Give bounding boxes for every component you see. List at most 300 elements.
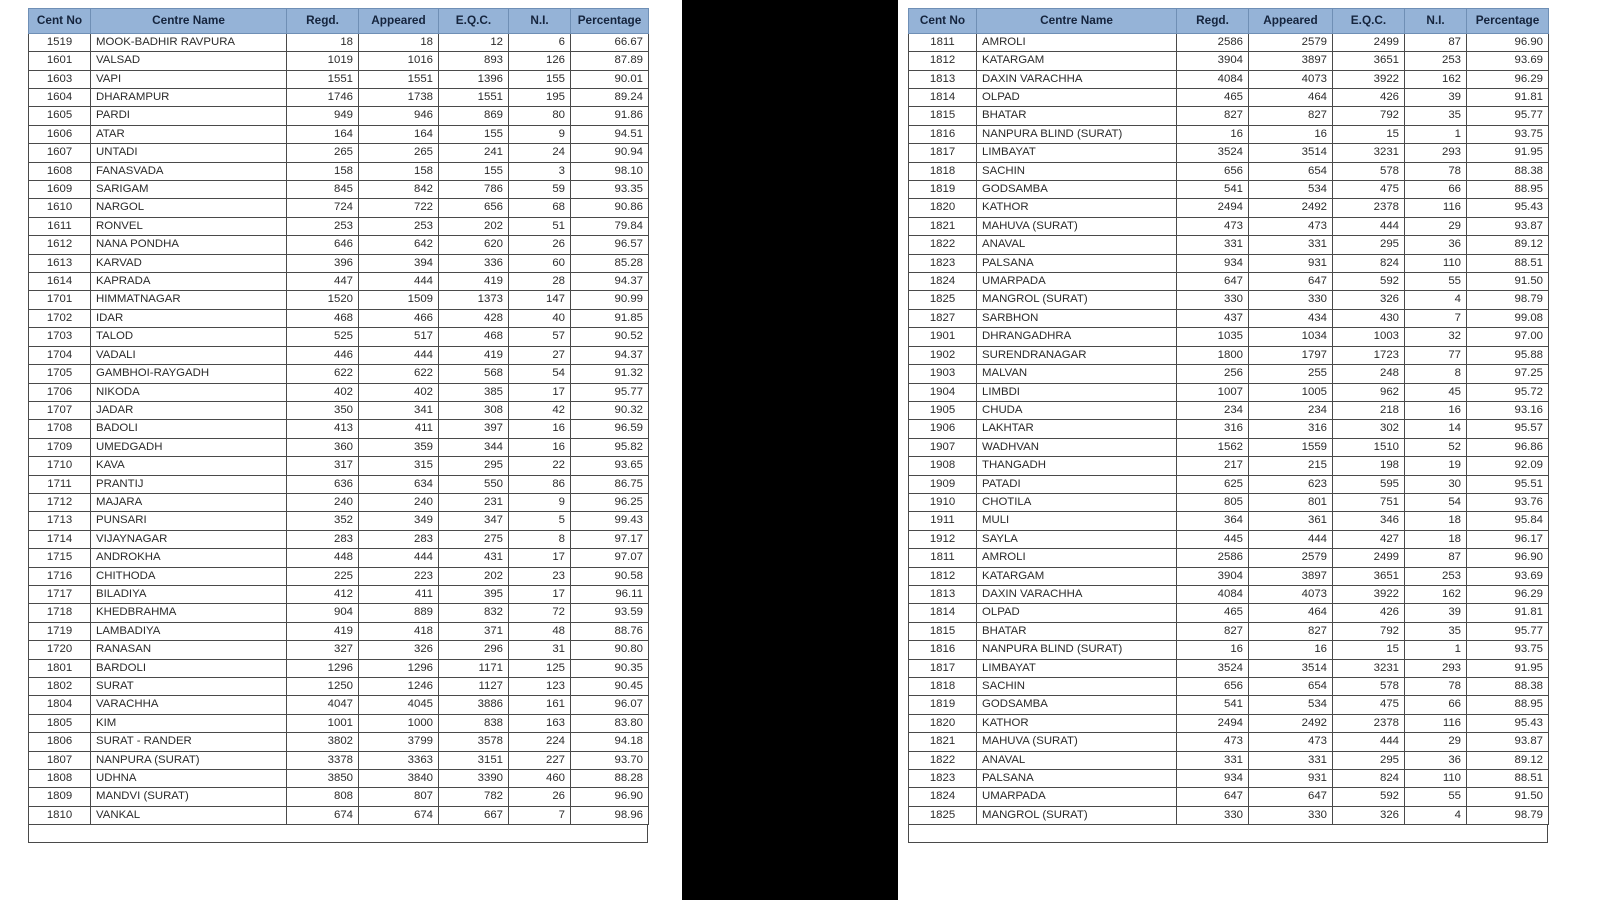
cell-ni: 110 xyxy=(1405,770,1467,788)
cell-cent-no: 1719 xyxy=(29,622,91,640)
cell-regd: 3850 xyxy=(287,770,359,788)
cell-appeared: 331 xyxy=(1249,751,1333,769)
cell-cent-no: 1908 xyxy=(909,457,977,475)
cell-eqc: 346 xyxy=(1333,512,1405,530)
cell-regd: 396 xyxy=(287,254,359,272)
cell-ni: 4 xyxy=(1405,806,1467,824)
cell-ni: 16 xyxy=(1405,401,1467,419)
cell-centre-name: NANPURA BLIND (SURAT) xyxy=(977,125,1177,143)
cell-regd: 2586 xyxy=(1177,549,1249,567)
table-row xyxy=(29,181,649,199)
cell-percentage: 90.99 xyxy=(571,291,649,309)
cell-cent-no: 1607 xyxy=(29,144,91,162)
cell-centre-name: ANAVAL xyxy=(977,236,1177,254)
cell-regd: 402 xyxy=(287,383,359,401)
cell-eqc: 3151 xyxy=(439,751,509,769)
cell-regd: 445 xyxy=(1177,530,1249,548)
column-header-centre-name: Centre Name xyxy=(91,9,287,34)
cell-eqc: 595 xyxy=(1333,475,1405,493)
table-row xyxy=(29,70,649,88)
cell-cent-no: 1810 xyxy=(29,806,91,824)
cell-centre-name: PARDI xyxy=(91,107,287,125)
cell-eqc: 751 xyxy=(1333,493,1405,511)
cell-regd: 1520 xyxy=(287,291,359,309)
cell-cent-no: 1613 xyxy=(29,254,91,272)
cell-percentage: 91.81 xyxy=(1467,604,1549,622)
cell-cent-no: 1702 xyxy=(29,309,91,327)
cell-eqc: 444 xyxy=(1333,733,1405,751)
cell-ni: 155 xyxy=(509,70,571,88)
cell-centre-name: BARDOLI xyxy=(91,659,287,677)
cell-eqc: 155 xyxy=(439,125,509,143)
table-row xyxy=(909,328,1549,346)
cell-appeared: 326 xyxy=(359,641,439,659)
cell-appeared: 255 xyxy=(1249,365,1333,383)
cell-ni: 54 xyxy=(509,365,571,383)
cell-appeared: 2492 xyxy=(1249,714,1333,732)
cell-percentage: 89.12 xyxy=(1467,236,1549,254)
cell-cent-no: 1709 xyxy=(29,438,91,456)
cell-eqc: 1510 xyxy=(1333,438,1405,456)
cell-regd: 656 xyxy=(1177,162,1249,180)
cell-appeared: 647 xyxy=(1249,788,1333,806)
cell-ni: 125 xyxy=(509,659,571,677)
cell-percentage: 91.86 xyxy=(571,107,649,125)
table-row xyxy=(909,346,1549,364)
cell-regd: 330 xyxy=(1177,806,1249,824)
cell-eqc: 275 xyxy=(439,530,509,548)
centre-results-table-left xyxy=(28,8,649,825)
cell-ni: 18 xyxy=(1405,512,1467,530)
cell-percentage: 88.51 xyxy=(1467,254,1549,272)
cell-eqc: 397 xyxy=(439,420,509,438)
cell-percentage: 97.17 xyxy=(571,530,649,548)
cell-eqc: 824 xyxy=(1333,254,1405,272)
cell-centre-name: SACHIN xyxy=(977,678,1177,696)
cell-appeared: 158 xyxy=(359,162,439,180)
table-row xyxy=(909,33,1549,51)
cell-cent-no: 1821 xyxy=(909,217,977,235)
cell-percentage: 88.38 xyxy=(1467,162,1549,180)
cell-eqc: 468 xyxy=(439,328,509,346)
cell-cent-no: 1708 xyxy=(29,420,91,438)
cell-ni: 39 xyxy=(1405,604,1467,622)
cell-appeared: 164 xyxy=(359,125,439,143)
cell-ni: 31 xyxy=(509,641,571,659)
cell-percentage: 88.76 xyxy=(571,622,649,640)
cell-centre-name: UMARPADA xyxy=(977,788,1177,806)
cell-percentage: 93.87 xyxy=(1467,733,1549,751)
cell-appeared: 647 xyxy=(1249,273,1333,291)
cell-ni: 87 xyxy=(1405,549,1467,567)
cell-ni: 36 xyxy=(1405,751,1467,769)
cell-percentage: 96.90 xyxy=(1467,33,1549,51)
cell-ni: 55 xyxy=(1405,273,1467,291)
table-row xyxy=(909,254,1549,272)
cell-cent-no: 1804 xyxy=(29,696,91,714)
cell-percentage: 95.72 xyxy=(1467,383,1549,401)
cell-centre-name: BHATAR xyxy=(977,107,1177,125)
cell-percentage: 96.25 xyxy=(571,493,649,511)
cell-ni: 6 xyxy=(509,33,571,51)
cell-cent-no: 1612 xyxy=(29,236,91,254)
cell-centre-name: LIMBAYAT xyxy=(977,659,1177,677)
cell-centre-name: FANASVADA xyxy=(91,162,287,180)
cell-cent-no: 1601 xyxy=(29,52,91,70)
cell-regd: 225 xyxy=(287,567,359,585)
cell-eqc: 3651 xyxy=(1333,52,1405,70)
cell-cent-no: 1821 xyxy=(909,733,977,751)
cell-cent-no: 1609 xyxy=(29,181,91,199)
table-row xyxy=(29,438,649,456)
table-row xyxy=(29,678,649,696)
cell-appeared: 223 xyxy=(359,567,439,585)
cell-ni: 9 xyxy=(509,125,571,143)
cell-centre-name: SURAT - RANDER xyxy=(91,733,287,751)
cell-appeared: 4073 xyxy=(1249,585,1333,603)
cell-percentage: 95.57 xyxy=(1467,420,1549,438)
table-row xyxy=(29,401,649,419)
centre-results-table-right xyxy=(908,8,1549,825)
cell-eqc: 1373 xyxy=(439,291,509,309)
cell-cent-no: 1718 xyxy=(29,604,91,622)
cell-percentage: 92.09 xyxy=(1467,457,1549,475)
cell-appeared: 1509 xyxy=(359,291,439,309)
cell-ni: 66 xyxy=(1405,181,1467,199)
cell-regd: 447 xyxy=(287,273,359,291)
cell-percentage: 93.69 xyxy=(1467,52,1549,70)
cell-ni: 126 xyxy=(509,52,571,70)
cell-percentage: 88.51 xyxy=(1467,770,1549,788)
table-row xyxy=(29,751,649,769)
cell-percentage: 86.75 xyxy=(571,475,649,493)
cell-centre-name: BILADIYA xyxy=(91,585,287,603)
cell-appeared: 807 xyxy=(359,788,439,806)
table-row xyxy=(29,567,649,585)
cell-appeared: 654 xyxy=(1249,678,1333,696)
table-row xyxy=(29,273,649,291)
cell-appeared: 466 xyxy=(359,309,439,327)
cell-cent-no: 1716 xyxy=(29,567,91,585)
cell-cent-no: 1817 xyxy=(909,659,977,677)
table-row xyxy=(909,512,1549,530)
column-header-cent-no: Cent No xyxy=(909,9,977,34)
cell-eqc: 295 xyxy=(439,457,509,475)
cell-eqc: 231 xyxy=(439,493,509,511)
cell-appeared: 473 xyxy=(1249,217,1333,235)
table-row xyxy=(29,328,649,346)
column-header-percentage: Percentage xyxy=(1467,9,1549,34)
cell-percentage: 93.35 xyxy=(571,181,649,199)
column-header-eqc: E.Q.C. xyxy=(1333,9,1405,34)
cell-appeared: 3514 xyxy=(1249,659,1333,677)
table-row xyxy=(29,420,649,438)
cell-appeared: 444 xyxy=(359,346,439,364)
table-row xyxy=(909,493,1549,511)
table-row xyxy=(29,254,649,272)
cell-regd: 934 xyxy=(1177,770,1249,788)
cell-cent-no: 1606 xyxy=(29,125,91,143)
cell-regd: 1250 xyxy=(287,678,359,696)
cell-eqc: 2378 xyxy=(1333,199,1405,217)
cell-cent-no: 1717 xyxy=(29,585,91,603)
cell-percentage: 89.24 xyxy=(571,89,649,107)
cell-regd: 419 xyxy=(287,622,359,640)
cell-regd: 473 xyxy=(1177,217,1249,235)
cell-regd: 647 xyxy=(1177,788,1249,806)
cell-cent-no: 1802 xyxy=(29,678,91,696)
cell-ni: 116 xyxy=(1405,714,1467,732)
cell-ni: 26 xyxy=(509,236,571,254)
cell-cent-no: 1912 xyxy=(909,530,977,548)
cell-cent-no: 1715 xyxy=(29,549,91,567)
cell-appeared: 1034 xyxy=(1249,328,1333,346)
table-row xyxy=(909,125,1549,143)
cell-regd: 240 xyxy=(287,493,359,511)
table-row xyxy=(909,273,1549,291)
cell-percentage: 98.79 xyxy=(1467,291,1549,309)
cell-regd: 845 xyxy=(287,181,359,199)
cell-ni: 60 xyxy=(509,254,571,272)
cell-percentage: 95.51 xyxy=(1467,475,1549,493)
cell-cent-no: 1825 xyxy=(909,806,977,824)
cell-percentage: 79.84 xyxy=(571,217,649,235)
cell-centre-name: KAVA xyxy=(91,457,287,475)
cell-eqc: 1723 xyxy=(1333,346,1405,364)
cell-centre-name: MANDVI (SURAT) xyxy=(91,788,287,806)
cell-centre-name: SURAT xyxy=(91,678,287,696)
table-row xyxy=(909,567,1549,585)
cell-eqc: 1171 xyxy=(439,659,509,677)
cell-cent-no: 1805 xyxy=(29,714,91,732)
cell-centre-name: MOOK-BADHIR RAVPURA xyxy=(91,33,287,51)
cell-percentage: 96.17 xyxy=(1467,530,1549,548)
cell-regd: 656 xyxy=(1177,678,1249,696)
cell-ni: 8 xyxy=(509,530,571,548)
cell-cent-no: 1823 xyxy=(909,254,977,272)
cell-ni: 195 xyxy=(509,89,571,107)
cell-appeared: 18 xyxy=(359,33,439,51)
cell-centre-name: DAXIN VARACHHA xyxy=(977,585,1177,603)
cell-centre-name: PRANTIJ xyxy=(91,475,287,493)
cell-regd: 317 xyxy=(287,457,359,475)
cell-eqc: 838 xyxy=(439,714,509,732)
cell-cent-no: 1710 xyxy=(29,457,91,475)
column-header-percentage: Percentage xyxy=(571,9,649,34)
cell-percentage: 93.16 xyxy=(1467,401,1549,419)
cell-appeared: 827 xyxy=(1249,622,1333,640)
table-row xyxy=(29,89,649,107)
cell-centre-name: AMROLI xyxy=(977,33,1177,51)
table-row xyxy=(29,696,649,714)
cell-cent-no: 1813 xyxy=(909,585,977,603)
cell-centre-name: LIMBAYAT xyxy=(977,144,1177,162)
cell-regd: 446 xyxy=(287,346,359,364)
cell-centre-name: NANPURA BLIND (SURAT) xyxy=(977,641,1177,659)
cell-regd: 1035 xyxy=(1177,328,1249,346)
cell-appeared: 3840 xyxy=(359,770,439,788)
cell-cent-no: 1901 xyxy=(909,328,977,346)
cell-eqc: 3231 xyxy=(1333,144,1405,162)
cell-ni: 17 xyxy=(509,383,571,401)
cell-appeared: 517 xyxy=(359,328,439,346)
cell-regd: 327 xyxy=(287,641,359,659)
cell-eqc: 824 xyxy=(1333,770,1405,788)
cell-appeared: 444 xyxy=(359,273,439,291)
cell-ni: 72 xyxy=(509,604,571,622)
cell-eqc: 578 xyxy=(1333,678,1405,696)
cell-appeared: 215 xyxy=(1249,457,1333,475)
cell-eqc: 3231 xyxy=(1333,659,1405,677)
cell-regd: 256 xyxy=(1177,365,1249,383)
cell-appeared: 444 xyxy=(359,549,439,567)
cell-cent-no: 1818 xyxy=(909,162,977,180)
cell-eqc: 1551 xyxy=(439,89,509,107)
cell-appeared: 1551 xyxy=(359,70,439,88)
cell-centre-name: KATARGAM xyxy=(977,52,1177,70)
table-row xyxy=(29,641,649,659)
cell-eqc: 395 xyxy=(439,585,509,603)
cell-eqc: 241 xyxy=(439,144,509,162)
cell-centre-name: MAHUVA (SURAT) xyxy=(977,217,1177,235)
cell-appeared: 1005 xyxy=(1249,383,1333,401)
cell-cent-no: 1703 xyxy=(29,328,91,346)
cell-regd: 331 xyxy=(1177,236,1249,254)
cell-percentage: 96.11 xyxy=(571,585,649,603)
cell-ni: 55 xyxy=(1405,788,1467,806)
table-row xyxy=(29,806,649,824)
table-row xyxy=(909,549,1549,567)
cell-appeared: 464 xyxy=(1249,604,1333,622)
cell-appeared: 341 xyxy=(359,401,439,419)
cell-percentage: 97.07 xyxy=(571,549,649,567)
cell-percentage: 93.76 xyxy=(1467,493,1549,511)
table-row xyxy=(909,52,1549,70)
table-row xyxy=(909,291,1549,309)
cell-cent-no: 1819 xyxy=(909,696,977,714)
header-row xyxy=(909,9,1549,34)
cell-appeared: 1016 xyxy=(359,52,439,70)
table-row xyxy=(909,641,1549,659)
cell-centre-name: MAHUVA (SURAT) xyxy=(977,733,1177,751)
cell-regd: 437 xyxy=(1177,309,1249,327)
cell-regd: 350 xyxy=(287,401,359,419)
table-row xyxy=(29,788,649,806)
table-footer-stub-left xyxy=(28,825,648,843)
cell-cent-no: 1905 xyxy=(909,401,977,419)
cell-cent-no: 1820 xyxy=(909,199,977,217)
cell-appeared: 434 xyxy=(1249,309,1333,327)
cell-percentage: 93.69 xyxy=(1467,567,1549,585)
cell-regd: 465 xyxy=(1177,604,1249,622)
cell-percentage: 90.86 xyxy=(571,199,649,217)
table-row xyxy=(909,751,1549,769)
cell-centre-name: PUNSARI xyxy=(91,512,287,530)
table-row xyxy=(29,714,649,732)
cell-cent-no: 1707 xyxy=(29,401,91,419)
table-header-right xyxy=(909,9,1549,34)
cell-centre-name: KATHOR xyxy=(977,714,1177,732)
cell-centre-name: PATADI xyxy=(977,475,1177,493)
cell-ni: 30 xyxy=(1405,475,1467,493)
cell-appeared: 1797 xyxy=(1249,346,1333,364)
table-row xyxy=(29,33,649,51)
cell-eqc: 202 xyxy=(439,567,509,585)
cell-appeared: 946 xyxy=(359,107,439,125)
cell-cent-no: 1611 xyxy=(29,217,91,235)
cell-ni: 19 xyxy=(1405,457,1467,475)
cell-eqc: 302 xyxy=(1333,420,1405,438)
cell-percentage: 97.25 xyxy=(1467,365,1549,383)
cell-ni: 80 xyxy=(509,107,571,125)
cell-percentage: 97.00 xyxy=(1467,328,1549,346)
cell-regd: 625 xyxy=(1177,475,1249,493)
cell-centre-name: VIJAYNAGAR xyxy=(91,530,287,548)
table-row xyxy=(29,585,649,603)
cell-eqc: 3922 xyxy=(1333,70,1405,88)
cell-eqc: 3922 xyxy=(1333,585,1405,603)
cell-centre-name: CHOTILA xyxy=(977,493,1177,511)
cell-cent-no: 1902 xyxy=(909,346,977,364)
cell-eqc: 1003 xyxy=(1333,328,1405,346)
cell-eqc: 2499 xyxy=(1333,549,1405,567)
cell-ni: 8 xyxy=(1405,365,1467,383)
cell-regd: 364 xyxy=(1177,512,1249,530)
table-row xyxy=(29,622,649,640)
cell-centre-name: OLPAD xyxy=(977,604,1177,622)
cell-cent-no: 1822 xyxy=(909,236,977,254)
cell-centre-name: PALSANA xyxy=(977,254,1177,272)
cell-appeared: 1000 xyxy=(359,714,439,732)
cell-cent-no: 1903 xyxy=(909,365,977,383)
cell-centre-name: RANASAN xyxy=(91,641,287,659)
cell-centre-name: CHUDA xyxy=(977,401,1177,419)
table-row xyxy=(909,714,1549,732)
cell-eqc: 326 xyxy=(1333,291,1405,309)
table-row xyxy=(909,475,1549,493)
cell-centre-name: IDAR xyxy=(91,309,287,327)
cell-appeared: 265 xyxy=(359,144,439,162)
table-row xyxy=(29,530,649,548)
table-row xyxy=(29,199,649,217)
cell-percentage: 96.90 xyxy=(1467,549,1549,567)
table-row xyxy=(909,678,1549,696)
cell-eqc: 426 xyxy=(1333,604,1405,622)
cell-cent-no: 1910 xyxy=(909,493,977,511)
cell-ni: 16 xyxy=(509,438,571,456)
table-row xyxy=(29,365,649,383)
cell-centre-name: VARACHHA xyxy=(91,696,287,714)
table-row xyxy=(909,770,1549,788)
cell-cent-no: 1603 xyxy=(29,70,91,88)
table-row xyxy=(909,89,1549,107)
cell-eqc: 592 xyxy=(1333,273,1405,291)
cell-eqc: 431 xyxy=(439,549,509,567)
cell-eqc: 155 xyxy=(439,162,509,180)
cell-appeared: 361 xyxy=(1249,512,1333,530)
cell-percentage: 91.50 xyxy=(1467,273,1549,291)
cell-eqc: 592 xyxy=(1333,788,1405,806)
cell-cent-no: 1906 xyxy=(909,420,977,438)
table-row xyxy=(29,162,649,180)
cell-ni: 29 xyxy=(1405,733,1467,751)
cell-centre-name: LAKHTAR xyxy=(977,420,1177,438)
table-row xyxy=(29,309,649,327)
cell-percentage: 90.94 xyxy=(571,144,649,162)
cell-eqc: 296 xyxy=(439,641,509,659)
cell-appeared: 444 xyxy=(1249,530,1333,548)
cell-centre-name: UMARPADA xyxy=(977,273,1177,291)
